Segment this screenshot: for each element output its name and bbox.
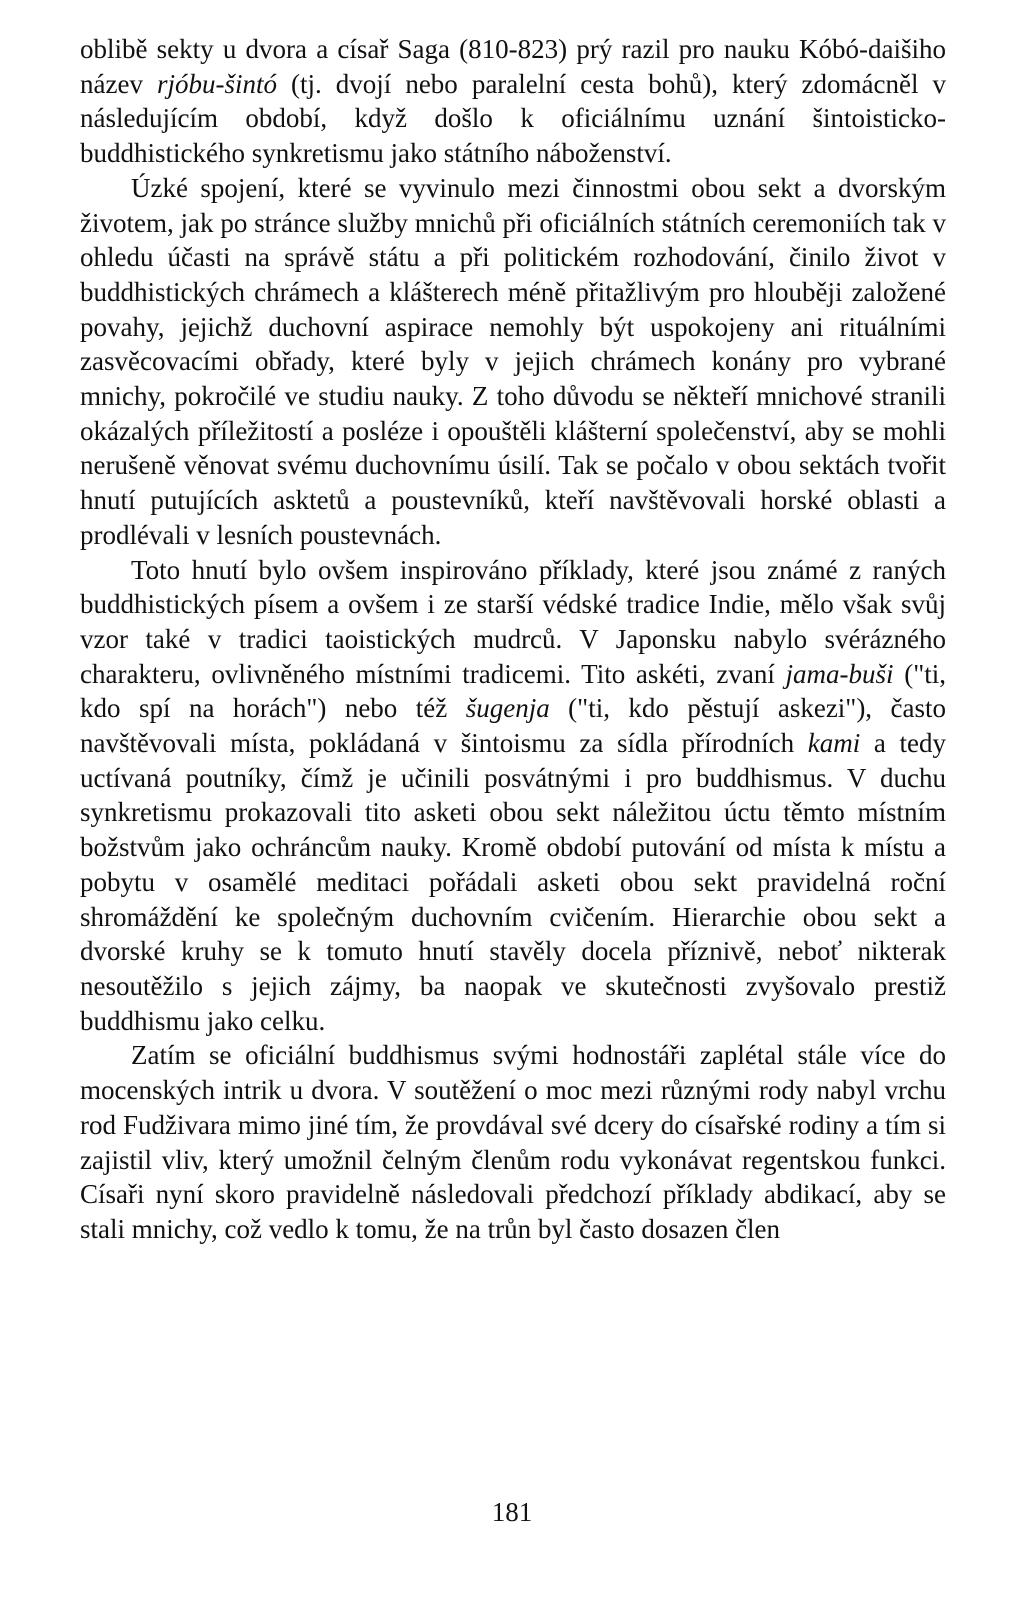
text-run: Úzké spojení, které se vyvinulo mezi činnostmi obou sekt a dvorským životem, jak po stránce služby mnichů při oficiálních státních ceremoniích tak v ohledu účasti na správě státu a při politickém rozhodování, činilo život v buddhistických chrámech a klášterech méně přitažlivým pro hlouběji založené povahy, jejichž duchovní aspirace nemohly být uspokojeny ani rituálními zasvěcovacími obřady, které byly v jejich chrámech konány pro vybrané mnichy, pokročilé ve studiu nauky. Z toho důvodu se někteří mnichové stranili okázalých příležitostí a posléze i opouštěli klášterní společenství, aby se mohli nerušeně věnovat svému duchovnímu úsilí. Tak se počalo v obou sektách tvořit hnutí putujících asktetů a poustevníků, kteří navštěvovali horské oblasti a prodlévali v lesních poustevnách. — [80, 172, 946, 550]
italic-term: jama-buši — [785, 658, 894, 689]
italic-term: rjóbu-šintó — [156, 68, 277, 99]
text-run: a tedy uctívaná poutníky, čímž je učinili posvátnými i pro buddhismus. V duchu synkretismu prokazovali tito asketi obou sekt náležitou úctu těmto místním božstvům jako ochráncům nauky. Kromě období putování od místa k místu a pobytu v osamělé meditaci pořádali asketi obou sekt pravidelná roční shromáždění ke společným duchovním cvičením. Hierarchie obou sekt a dvorské kruhy se k tomuto hnutí stavěly docela příznivě, neboť nikterak nesoutěžilo s jejich zájmy, ba naopak ve skutečnosti zvyšovalo prestiž buddhismu jako celku. — [80, 728, 946, 1036]
text-run: ("ti, kdo pěstují askezi"), často navštěvovali místa, pokládaná v šintoismu za sídla přírodních — [80, 693, 947, 759]
paragraph-3 — [80, 553, 946, 1039]
paragraph-1 — [80, 32, 946, 171]
italic-term: šugenja — [465, 693, 550, 724]
paragraph-4 — [80, 1038, 946, 1246]
book-page — [80, 32, 946, 1572]
text-run: oblibě sekty u dvora a císař Saga (810-823) prý razil pro nauku Kóbó-daišiho název — [80, 34, 946, 99]
text-run: Toto hnutí bylo ovšem inspirováno příklady, které jsou známé z raných buddhistických písem a ovšem i ze starší védské tradice Indie, mělo však svůj vzor také v tradici taoistických mudrců. V Japonsku nabylo svérázného charakteru, ovlivněného místními tradicemi. Tito askéti, zvaní — [80, 554, 946, 689]
italic-term: kami — [807, 728, 861, 759]
text-run: Zatím se oficiální buddhismus svými hodnostáři zaplétal stále více do mocenských intrik u dvora. V soutěžení o moc mezi různými rody nabyl vrchu rod Fudživara mimo jiné tím, že provdával své dcery do císařské rodiny a tím si zajistil vliv, který umožnil čelným členům rodu vykonávat regentskou funkci. Císaři nyní skoro pravidelně následovali předchozí příklady abdikací, aby se stali mnichy, což vedlo k tomu, že na trůn byl často dosazen člen — [80, 1040, 946, 1244]
page-number: 181 — [491, 1497, 533, 1527]
text-run: (tj. dvojí nebo paralelní cesta bohů), který zdomácněl v následujícím období, když došlo k oficiálnímu uznání šintoisticko-buddhistického synkretismu jako státního náboženství. — [80, 68, 947, 169]
paragraph-2 — [80, 171, 946, 553]
text-run: ("ti, kdo spí na horách") nebo též — [80, 658, 946, 724]
